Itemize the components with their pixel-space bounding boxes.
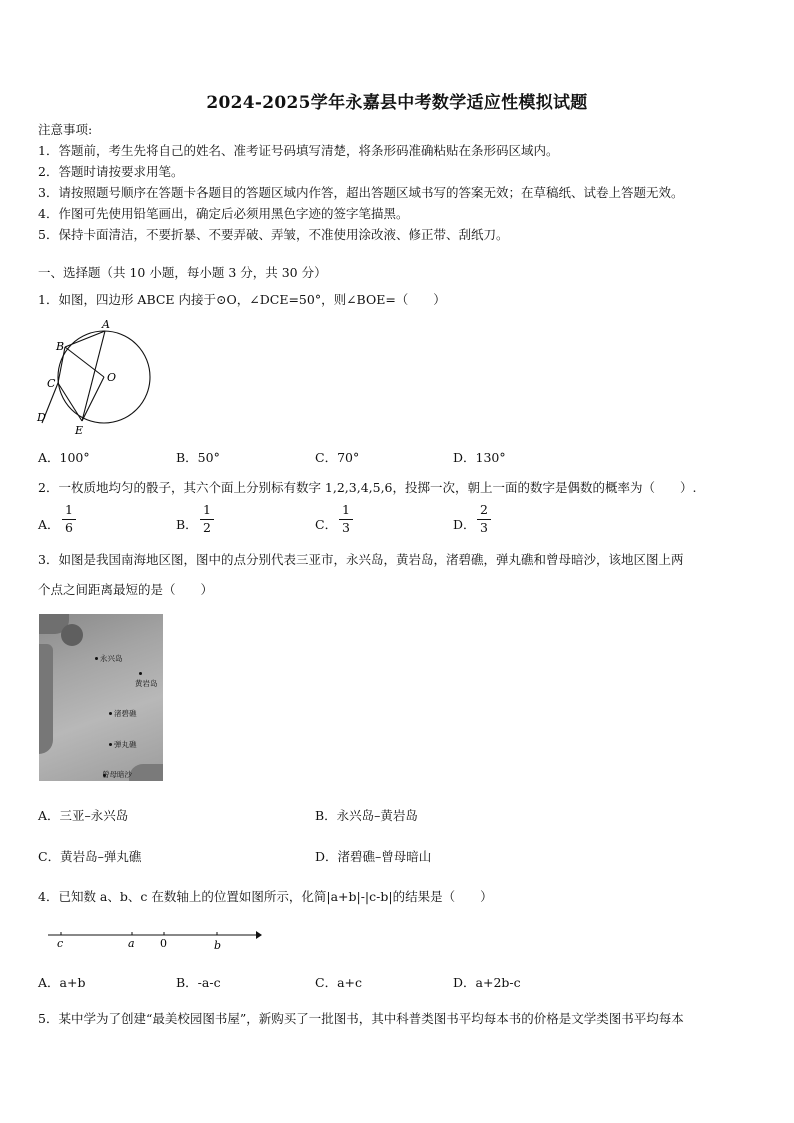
question-3-stem-line1: 3．如图是我国南海地区图，图中的点分别代表三亚市，永兴岛，黄岩岛，渚碧礁，弹丸礁和曾母暗沙，该地区图上两 [38, 552, 684, 567]
q1-option-d: D．130° [453, 450, 506, 465]
q2-option-b-letter: B． [176, 517, 198, 532]
denominator: 3 [342, 520, 350, 535]
page-title: 2024-2025学年永嘉县中考数学适应性模拟试题 [206, 93, 588, 113]
numerator: 1 [65, 502, 73, 517]
numerator: 1 [342, 502, 350, 517]
notice-item: 5．保持卡面清洁，不要折暴、不要弄破、弄皱，不准使用涂改液、修正带、刮纸刀。 [38, 227, 509, 242]
denominator: 2 [203, 520, 211, 535]
q2-option-d-letter: D． [453, 517, 476, 532]
map-label-zengmu: 曾母暗沙 [102, 770, 132, 779]
q1-option-b: B．50° [176, 450, 220, 465]
q3-option-c: C．黄岩岛–弹丸礁 [38, 849, 142, 864]
axis-label-b: b [214, 939, 222, 952]
question-5-stem: 5．某中学为了创建“最美校园图书屋”，新购买了一批图书，其中科普类图书平均每本书的价格是文学类图书平均每本 [38, 1011, 684, 1026]
number-line [44, 926, 264, 956]
axis-label-zero: 0 [160, 937, 167, 950]
question-4-stem: 4．已知数 a、b、c 在数轴上的位置如图所示，化简|a+b|-|c-b|的结果是（ ） [38, 889, 493, 904]
q3-option-b: B．永兴岛–黄岩岛 [315, 808, 418, 823]
label-b: B [56, 340, 65, 353]
label-e: E [75, 424, 84, 437]
q4-option-d: D．a+2b-c [453, 975, 521, 990]
label-a: A [102, 318, 110, 331]
q2-option-b-fraction [200, 503, 214, 535]
denominator: 3 [480, 520, 488, 535]
q4-option-a: A．a+b [38, 975, 86, 990]
notice-item: 1．答题前，考生先将自己的姓名、准考证号码填写清楚，将条形码准确粘贴在条形码区域内。 [38, 143, 559, 158]
q1-option-a: A．100° [38, 450, 90, 465]
q3-option-a: A．三亚–永兴岛 [38, 808, 129, 823]
q3-option-d: D．渚碧礁–曾母暗山 [315, 849, 432, 864]
map-label-danwan: 弹丸礁 [114, 740, 137, 749]
question-1-stem: 1．如图，四边形 ABCE 内接于⊙O，∠DCE=50°，则∠BOE=（ ） [38, 292, 446, 307]
label-c: C [47, 377, 56, 390]
south-china-sea-map [39, 614, 163, 781]
map-label-zhubi: 渚碧礁 [114, 709, 137, 718]
q2-option-c-fraction [339, 503, 353, 535]
axis-label-c: c [57, 937, 64, 950]
section-heading: 一、选择题（共 10 小题，每小题 3 分，共 30 分） [38, 265, 327, 280]
notice-item: 4．作图可先使用铅笔画出，确定后必须用黑色字迹的签字笔描黑。 [38, 206, 409, 221]
label-d: D [37, 411, 46, 424]
q2-option-a-letter: A． [38, 517, 60, 532]
notice-item: 3．请按照题号顺序在答题卡各题目的答题区域内作答，超出答题区域书写的答案无效；在草稿纸、试卷上答题无效。 [38, 185, 684, 200]
q1-option-c: C．70° [315, 450, 360, 465]
circle-figure [30, 315, 160, 440]
map-label-yongxing: 永兴岛 [100, 654, 123, 663]
question-2-stem: 2．一枚质地均匀的骰子，其六个面上分别标有数字 1,2,3,4,5,6，投掷一次，朝上一面的数字是偶数的概率为（ ）. [38, 480, 697, 495]
map-label-huangyan: 黄岩岛 [135, 679, 158, 688]
q2-option-a-fraction [62, 503, 76, 535]
label-o: O [107, 371, 117, 384]
numerator: 1 [203, 502, 211, 517]
axis-label-a: a [128, 937, 135, 950]
q2-option-d-fraction [477, 503, 491, 535]
question-3-stem-line2: 个点之间距离最短的是（ ） [38, 582, 214, 597]
denominator: 6 [65, 520, 73, 535]
notice-item: 2．答题时请按要求用笔。 [38, 164, 184, 179]
q4-option-c: C．a+c [315, 975, 362, 990]
q4-option-b: B．-a-c [176, 975, 221, 990]
q2-option-c-letter: C． [315, 517, 338, 532]
notice-heading: 注意事项: [38, 122, 93, 137]
numerator: 2 [480, 502, 488, 517]
